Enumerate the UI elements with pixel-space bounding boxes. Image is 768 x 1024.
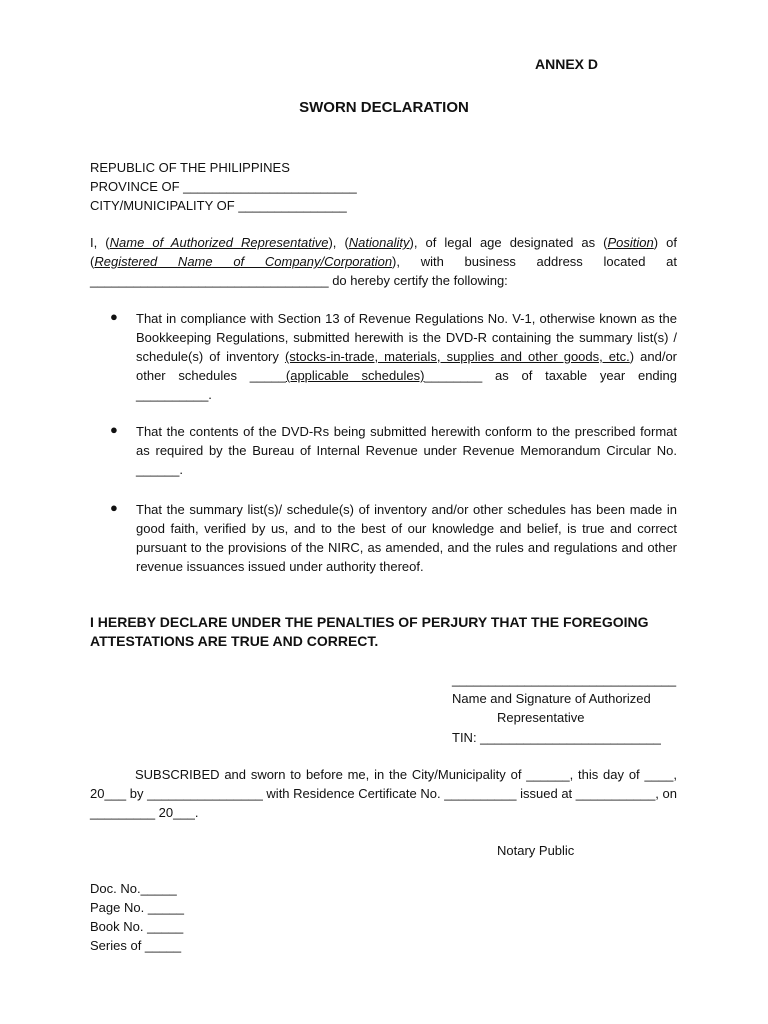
- applicable-schedules: (applicable schedules): [285, 368, 425, 383]
- tin-field: TIN: _________________________: [452, 730, 661, 745]
- field-company: Registered Name of Company/Corporation: [94, 254, 393, 269]
- page-number: Page No. _____: [90, 900, 184, 915]
- subscribed-paragraph: SUBSCRIBED and sworn to before me, in the City/Municipality of ______, this day of ____, 20___ by ________________ with Residence Certificate No. __________ issued at ___________, on _________ 20___.: [90, 767, 677, 820]
- signature-line: _______________________________: [452, 672, 677, 687]
- field-position: Position: [607, 235, 654, 250]
- annex-label: ANNEX D: [535, 56, 599, 72]
- signature-label-2: Representative: [497, 710, 585, 725]
- book-number: Book No. _____: [90, 919, 184, 934]
- bullet-icon: ●: [110, 422, 118, 437]
- notary-public-label: Notary Public: [497, 843, 575, 858]
- signature-label: Name and Signature of Authorized: [452, 691, 651, 706]
- header-city: CITY/MUNICIPALITY OF _______________: [90, 198, 347, 213]
- header-republic: REPUBLIC OF THE PHILIPPINES: [90, 160, 290, 175]
- doc-number: Doc. No._____: [90, 881, 177, 896]
- bullet-icon: ●: [110, 500, 118, 515]
- header-province: PROVINCE OF ________________________: [90, 179, 357, 194]
- intro-paragraph: I, (Name of Authorized Representative), (Nationality), of legal age designated as (Position) of (Registered Name of Company/Corporation), with business address located at _________________________________ do hereby certify the following:: [90, 235, 677, 288]
- perjury-declaration: I HEREBY DECLARE UNDER THE PENALTIES OF PERJURY THAT THE FOREGOING ATTESTATIONS ARE TRUE AND CORRECT.: [90, 614, 649, 649]
- document-title: SWORN DECLARATION: [299, 99, 469, 116]
- inventory-types: (stocks-in-trade, materials, supplies and other goods, etc.: [284, 349, 630, 364]
- bullet-icon: ●: [110, 309, 118, 324]
- field-representative: Name of Authorized Representative: [109, 235, 329, 250]
- field-nationality: Nationality: [348, 235, 410, 250]
- series-number: Series of _____: [90, 938, 182, 953]
